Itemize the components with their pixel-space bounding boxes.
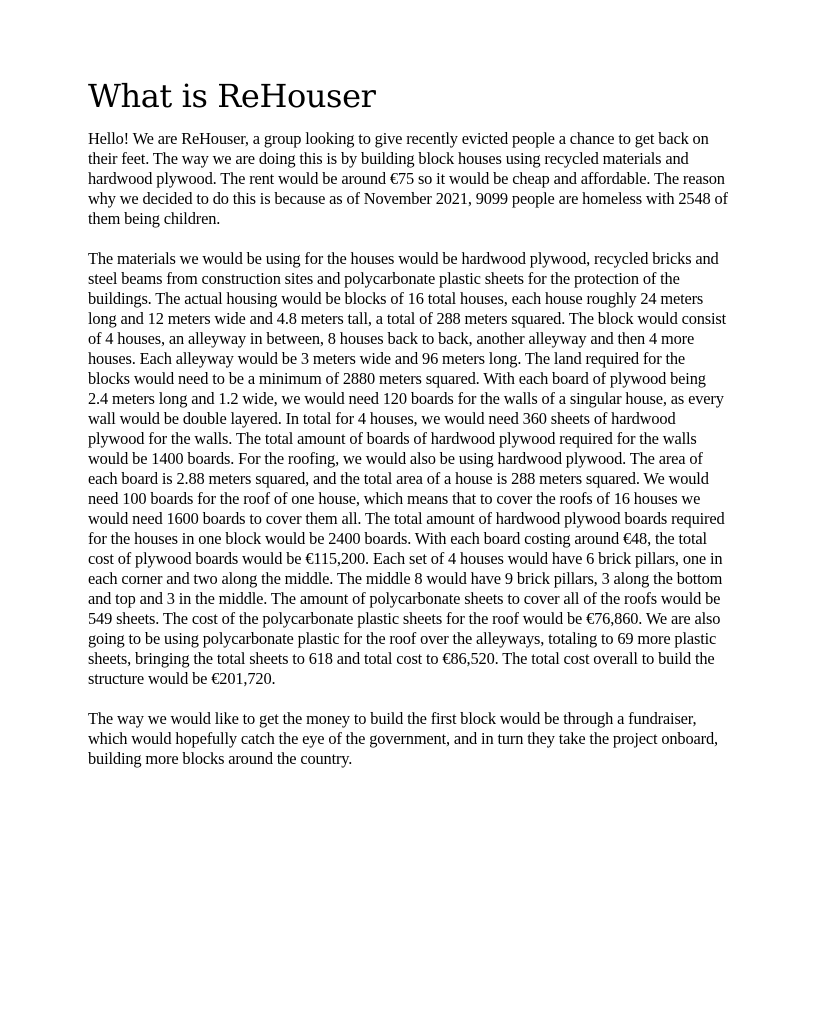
paragraph-funding: The way we would like to get the money to build the first block would be through a fundraiser, which would hopefully catch the eye of the government, and in turn they take the project onboard, building more blocks around the country. — [88, 709, 718, 768]
paragraph-materials: The materials we would be using for the houses would be hardwood plywood, recycled bricks and steel beams from construction sites and polycarbonate plastic sheets for the protection of the buildings. The actual housing would be blocks of 16 total houses, each house roughly 24 meters long and 12 meters wide and 4.8 meters tall, a total of 288 meters squared. The block would consist of 4 houses, an alleyway in between, 8 houses back to back, another alleyway and then 4 more houses. Each alleyway would be 3 meters wide and 96 meters long. The land required for the blocks would need to be a minimum of 2880 meters squared. With each board of plywood being 2.4 meters long and 1.2 wide, we would need 120 boards for the walls of a singular house, as every wall would be double layered. In total for 4 houses, we would need 360 sheets of hardwood plywood for the walls. The total amount of boards of hardwood plywood required for the walls would be 1400 boards. For the roofing, we would also be using hardwood plywood. The area of each board is 2.88 meters squared, and the total area of a house is 288 meters squared. We would need 100 boards for the roof of one house, which means that to cover the roofs of 16 houses we would need 1600 boards to cover them all. The total amount of hardwood plywood boards required for the houses in one block would be 2400 boards. With each board costing around €48, the total cost of plywood boards would be €115,200. Each set of 4 houses would have 6 brick pillars, one in each corner and two along the middle. The middle 8 would have 9 brick pillars, 3 along the bottom and top and 3 in the middle. The amount of polycarbonate sheets to cover all of the roofs would be 549 sheets. The cost of the polycarbonate plastic sheets for the roof would be €76,860. We are also going to be using polycarbonate plastic for the roof over the alleyways, totaling to 69 more plastic sheets, bringing the total sheets to 618 and total cost to €86,520. The total cost overall to build the structure would be €201,720. — [88, 249, 727, 688]
document-body — [88, 76, 728, 789]
page-title: What is ReHouser — [88, 77, 376, 115]
paragraph-intro: Hello! We are ReHouser, a group looking to give recently evicted people a chance to get back on their feet. The way we are doing this is by building block houses using recycled materials and hardwood plywood. The rent would be around €75 so it would be cheap and affordable. The reason why we decided to do this is because as of November 2021, 9099 people are homeless with 2548 of them being children. — [88, 129, 728, 228]
